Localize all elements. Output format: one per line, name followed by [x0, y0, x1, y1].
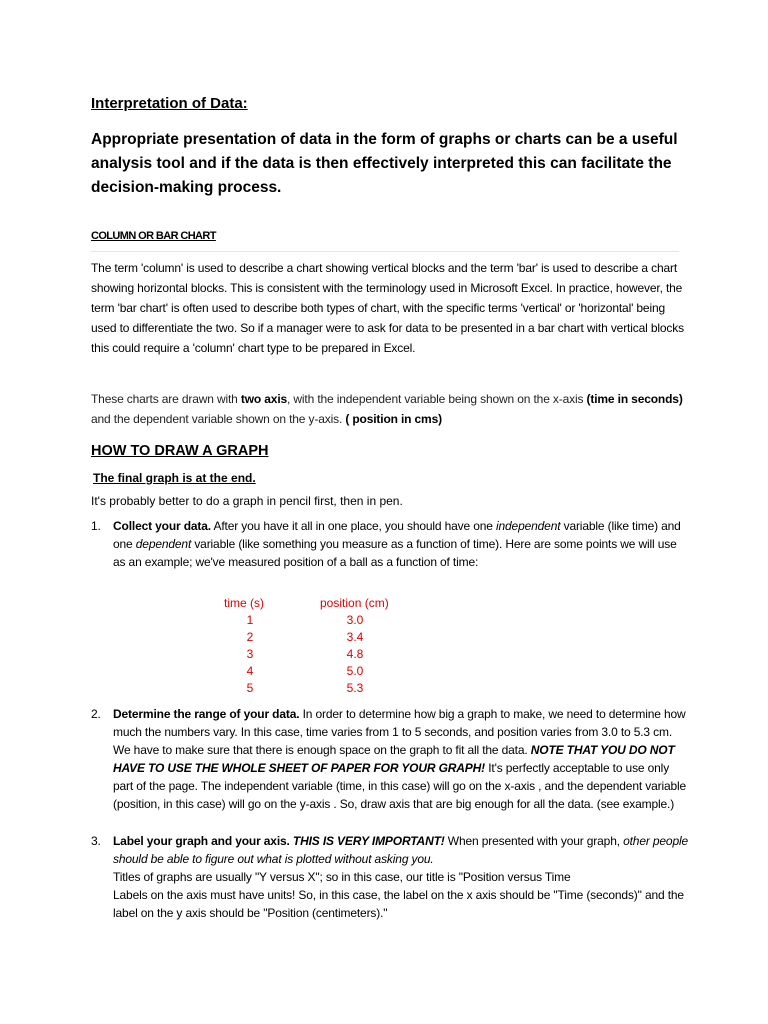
- table-cell-time: 1: [246, 613, 254, 627]
- column-chart-paragraph: The term 'column' is used to describe a chart showing vertical blocks and the term 'bar' is used to describe a chart showing horizontal blocks. This is consistent with the terminology used in Microsoft Excel. In practice, however, the term 'bar chart' is often used to describe both types of chart, with the specific terms 'vertical' or 'horizontal' being used to differentiate the two. So if a manager were to ask for data to be presented in a bar chart with vertical blocks this could require a 'column' chart type to be prepared in Excel.: [91, 261, 684, 355]
- axis-paragraph: [91, 389, 691, 429]
- step-line: [113, 832, 691, 868]
- step-lead: Collect your data.: [113, 519, 211, 533]
- step-number: 3.: [91, 834, 101, 848]
- step-italic: independent: [495, 519, 561, 533]
- step-lead: Determine the range of your data.: [113, 707, 300, 721]
- table-cell-position: 5.3: [346, 681, 364, 695]
- page-title: Interpretation of Data:: [91, 95, 248, 112]
- step-text: variable (like time) and one: [113, 519, 681, 551]
- step-text: variable (like something you measure as a function of time). Here are some points we will use as an example; we've measured position of a ball as a function of time:: [113, 537, 677, 569]
- table-cell-time: 5: [246, 681, 254, 695]
- step-italic: dependent: [135, 537, 192, 551]
- step-item-2: [91, 705, 691, 815]
- step-item-3: [91, 832, 691, 932]
- step-text: After you have it all in one place, you should have one: [211, 519, 496, 533]
- step-bold-italic: NOTE THAT YOU DO NOT HAVE TO USE THE WHOLE SHEET OF PAPER FOR YOUR GRAPH!: [113, 743, 675, 775]
- table-cell-time: 4: [246, 664, 254, 678]
- step-bold-italic: THIS IS VERY IMPORTANT!: [292, 834, 445, 848]
- step-body: [113, 705, 691, 813]
- step-item-1: [91, 517, 691, 573]
- step-lead: Label your graph and your axis.: [113, 834, 290, 848]
- pencil-note: It's probably better to do a graph in pencil first, then in pen.: [91, 494, 403, 508]
- step-line: Titles of graphs are usually "Y versus X"; so in this case, our title is "Position versus Time: [113, 870, 571, 884]
- final-graph-note: The final graph is at the end.: [93, 471, 256, 485]
- table-cell-position: 4.8: [346, 647, 364, 661]
- section-heading-how-to-draw: HOW TO DRAW A GRAPH: [91, 443, 269, 459]
- table-cell-position: 3.4: [346, 630, 364, 644]
- section-divider: [91, 251, 679, 252]
- section-heading-column-bar-chart: COLUMN OR BAR CHART: [91, 230, 216, 242]
- table-header-position: position (cm): [320, 596, 389, 610]
- step-line: Labels on the axis must have units! So, in this case, the label on the x axis should be "Time (seconds)" and the label on the y axis should be "Position (centimeters).": [113, 888, 684, 920]
- table-cell-position: 3.0: [346, 613, 364, 627]
- step-italic: other people should be able to figure out what is plotted without asking you.: [113, 834, 689, 866]
- axis-paragraph-text: , with the independent variable being shown on the x-axis: [287, 392, 587, 406]
- table-cell-time: 2: [246, 630, 254, 644]
- table-header-time: time (s): [224, 596, 264, 610]
- step-number: 2.: [91, 707, 101, 721]
- table-cell-position: 5.0: [346, 664, 364, 678]
- table-cell-time: 3: [246, 647, 254, 661]
- intro-paragraph: Appropriate presentation of data in the form of graphs or charts can be a useful analysis tool and if the data is then effectively interpreted this can facilitate the decision-making process.: [91, 131, 678, 196]
- step-body: [113, 832, 691, 922]
- step-number: 1.: [91, 519, 101, 533]
- step-text: It's perfectly acceptable to use only part of the page. The independent variable (time, in this case) will go on the x-axis , and the dependent variable (position, in this case) will go on the y-axis . So, draw axis that are big enough for all the data. (see example.): [113, 761, 687, 811]
- axis-paragraph-text: and the dependent variable shown on the y-axis.: [91, 412, 346, 426]
- axis-paragraph-text: These charts are drawn with: [91, 392, 241, 406]
- step-body: [113, 517, 691, 571]
- axis-paragraph-bold: (time in seconds): [586, 392, 683, 406]
- step-text: In order to determine how big a graph to make, we need to determine how much the numbers vary. In this case, time varies from 1 to 5 seconds, and position varies from 3.0 to 5.3 cm. We have to make sure that there is enough space on the graph to fit all the data.: [113, 707, 686, 757]
- axis-paragraph-bold: ( position in cms): [345, 412, 442, 426]
- step-text: When presented with your graph,: [444, 834, 624, 848]
- axis-paragraph-bold: two axis: [240, 392, 288, 406]
